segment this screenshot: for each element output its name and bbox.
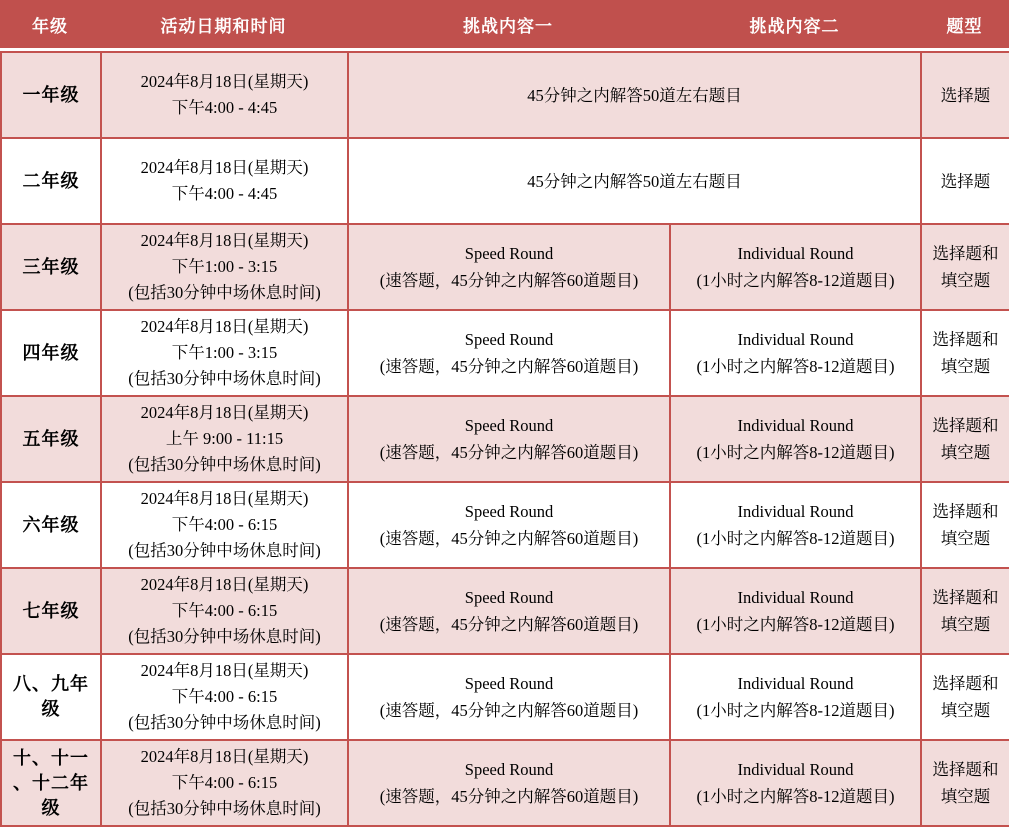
- header-cell-grade: 年级: [32, 16, 68, 36]
- cell-text-line: 下午4:00 - 4:45: [171, 184, 278, 203]
- challenge-one-cell: [348, 310, 670, 396]
- date-cell: [101, 482, 348, 568]
- table-row: [1, 568, 1009, 654]
- grade-cell: [1, 224, 101, 310]
- cell-text-line: 级: [41, 797, 61, 818]
- cell-text-line: 2024年8月18日(星期天): [140, 231, 309, 250]
- table-row: [1, 740, 1009, 826]
- challenge-two-cell: [670, 396, 921, 482]
- cell-text-line: (1小时之内解答8-12道题目): [696, 701, 895, 720]
- challenge-two-cell: [670, 482, 921, 568]
- cell-text-line: 十、十一: [13, 747, 89, 768]
- table-row: [1, 654, 1009, 740]
- question-type-cell: [921, 654, 1009, 740]
- question-type-cell: [921, 138, 1009, 224]
- cell-text-line: 45分钟之内解答50道左右题目: [527, 171, 742, 191]
- table-row: [1, 396, 1009, 482]
- date-cell: [101, 654, 348, 740]
- date-cell: [101, 396, 348, 482]
- challenge-one-cell: [348, 224, 670, 310]
- cell-text-line: (1小时之内解答8-12道题目): [696, 615, 895, 634]
- cell-text-line: 下午4:00 - 4:45: [171, 98, 278, 117]
- challenge-one-cell: [348, 568, 670, 654]
- cell-text-line: 、十二年: [13, 772, 89, 793]
- cell-text-line: Individual Round: [737, 502, 854, 521]
- cell-text-line: (1小时之内解答8-12道题目): [696, 787, 895, 806]
- cell-text-line: (速答题，45分钟之内解答60道题目): [379, 443, 639, 462]
- cell-text-line: (包括30分钟中场休息时间): [128, 627, 321, 646]
- cell-text-line: 选择题: [940, 85, 991, 105]
- cell-text-line: Speed Round: [464, 244, 554, 263]
- grade-cell: [1, 654, 101, 740]
- cell-text-line: 2024年8月18日(星期天): [140, 158, 309, 177]
- cell-text-line: Speed Round: [464, 760, 554, 779]
- cell-text-line: 2024年8月18日(星期天): [140, 72, 309, 91]
- cell-text-line: 选择题和: [932, 674, 999, 693]
- cell-text-line: 填空题: [940, 443, 991, 462]
- cell-text-line: 下午1:00 - 3:15: [171, 257, 278, 276]
- cell-text-line: 填空题: [940, 701, 991, 720]
- cell-text-line: Speed Round: [464, 588, 554, 607]
- cell-text-line: 五年级: [22, 428, 80, 449]
- table-row: [1, 310, 1009, 396]
- cell-text-line: 六年级: [22, 514, 80, 535]
- cell-text-line: Speed Round: [464, 502, 554, 521]
- cell-text-line: (1小时之内解答8-12道题目): [696, 357, 895, 376]
- question-type-cell: [921, 568, 1009, 654]
- cell-text-line: 一年级: [22, 84, 80, 105]
- cell-text-line: 填空题: [940, 357, 991, 376]
- cell-text-line: 八、九年: [13, 674, 89, 694]
- cell-text-line: 四年级: [22, 342, 80, 363]
- cell-text-line: 下午4:00 - 6:15: [171, 601, 278, 620]
- cell-text-line: 2024年8月18日(星期天): [140, 317, 309, 336]
- cell-text-line: (速答题，45分钟之内解答60道题目): [379, 357, 639, 376]
- table-header: [0, 0, 1009, 48]
- cell-text-line: (1小时之内解答8-12道题目): [696, 529, 895, 548]
- cell-text-line: 2024年8月18日(星期天): [140, 661, 309, 680]
- cell-text-line: (1小时之内解答8-12道题目): [696, 443, 895, 462]
- challenge-two-cell: [670, 310, 921, 396]
- cell-text-line: 二年级: [22, 170, 80, 191]
- cell-text-line: (1小时之内解答8-12道题目): [696, 271, 895, 290]
- grade-cell: [1, 310, 101, 396]
- challenge-two-cell: [670, 740, 921, 826]
- grade-cell: [1, 740, 101, 826]
- cell-text-line: 2024年8月18日(星期天): [140, 747, 309, 766]
- date-cell: [101, 138, 348, 224]
- cell-text-line: 2024年8月18日(星期天): [140, 575, 309, 594]
- cell-text-line: 填空题: [940, 271, 991, 290]
- cell-text-line: 选择题: [940, 171, 991, 191]
- table-row: [1, 52, 1009, 138]
- cell-text-line: 选择题和: [932, 416, 999, 435]
- cell-text-line: 选择题和: [932, 330, 999, 349]
- cell-text-line: 下午1:00 - 3:15: [171, 343, 278, 362]
- cell-text-line: Speed Round: [464, 330, 554, 349]
- cell-text-line: (速答题，45分钟之内解答60道题目): [379, 701, 639, 720]
- cell-text-line: (速答题，45分钟之内解答60道题目): [379, 787, 639, 806]
- question-type-cell: [921, 310, 1009, 396]
- challenge-one-cell: [348, 740, 670, 826]
- question-type-cell: [921, 52, 1009, 138]
- cell-text-line: Individual Round: [737, 416, 854, 435]
- cell-text-line: 2024年8月18日(星期天): [140, 403, 309, 422]
- date-cell: [101, 568, 348, 654]
- cell-text-line: 下午4:00 - 6:15: [171, 773, 278, 792]
- cell-text-line: 下午4:00 - 6:15: [171, 687, 278, 706]
- cell-text-line: Individual Round: [737, 330, 854, 349]
- header-cell-question-type: 题型: [946, 16, 983, 36]
- schedule-table: [0, 51, 1009, 827]
- cell-text-line: (包括30分钟中场休息时间): [128, 541, 321, 560]
- cell-text-line: (包括30分钟中场休息时间): [128, 455, 321, 474]
- cell-text-line: (包括30分钟中场休息时间): [128, 799, 321, 818]
- question-type-cell: [921, 224, 1009, 310]
- challenge-merged-cell: [348, 138, 921, 224]
- cell-text-line: Individual Round: [737, 760, 854, 779]
- cell-text-line: 下午4:00 - 6:15: [171, 515, 278, 534]
- cell-text-line: Individual Round: [737, 244, 854, 263]
- cell-text-line: 级: [41, 699, 61, 719]
- challenge-one-cell: [348, 396, 670, 482]
- date-cell: [101, 224, 348, 310]
- cell-text-line: 七年级: [22, 600, 80, 621]
- question-type-cell: [921, 482, 1009, 568]
- cell-text-line: 三年级: [22, 256, 80, 277]
- challenge-two-cell: [670, 654, 921, 740]
- header-cell-date-time: 活动日期和时间: [160, 16, 287, 36]
- cell-text-line: 选择题和: [932, 588, 999, 607]
- question-type-cell: [921, 740, 1009, 826]
- table-row: [1, 224, 1009, 310]
- challenge-merged-cell: [348, 52, 921, 138]
- date-cell: [101, 310, 348, 396]
- cell-text-line: (速答题，45分钟之内解答60道题目): [379, 529, 639, 548]
- challenge-one-cell: [348, 482, 670, 568]
- cell-text-line: 填空题: [940, 615, 991, 634]
- cell-text-line: (速答题，45分钟之内解答60道题目): [379, 271, 639, 290]
- table-row: [1, 138, 1009, 224]
- cell-text-line: Speed Round: [464, 674, 554, 693]
- question-type-cell: [921, 396, 1009, 482]
- cell-text-line: 45分钟之内解答50道左右题目: [527, 85, 742, 105]
- table-row: [1, 482, 1009, 568]
- cell-text-line: 选择题和: [932, 760, 999, 779]
- date-cell: [101, 52, 348, 138]
- cell-text-line: (包括30分钟中场休息时间): [128, 369, 321, 388]
- grade-cell: [1, 482, 101, 568]
- cell-text-line: 选择题和: [932, 502, 999, 521]
- header-cell-challenge-one: 挑战内容一: [463, 16, 553, 36]
- cell-text-line: (速答题，45分钟之内解答60道题目): [379, 615, 639, 634]
- cell-text-line: 填空题: [940, 787, 991, 806]
- grade-cell: [1, 52, 101, 138]
- cell-text-line: 2024年8月18日(星期天): [140, 489, 309, 508]
- date-cell: [101, 740, 348, 826]
- cell-text-line: 选择题和: [932, 244, 999, 263]
- grade-cell: [1, 568, 101, 654]
- cell-text-line: (包括30分钟中场休息时间): [128, 713, 321, 732]
- header-cell-challenge-two: 挑战内容二: [749, 16, 840, 36]
- cell-text-line: 上午 9:00 - 11:15: [165, 429, 284, 448]
- challenge-two-cell: [670, 224, 921, 310]
- cell-text-line: (包括30分钟中场休息时间): [128, 283, 321, 302]
- grade-cell: [1, 138, 101, 224]
- challenge-one-cell: [348, 654, 670, 740]
- cell-text-line: Individual Round: [737, 674, 854, 693]
- cell-text-line: Individual Round: [737, 588, 854, 607]
- grade-cell: [1, 396, 101, 482]
- challenge-two-cell: [670, 568, 921, 654]
- cell-text-line: Speed Round: [464, 416, 554, 435]
- cell-text-line: 填空题: [940, 529, 991, 548]
